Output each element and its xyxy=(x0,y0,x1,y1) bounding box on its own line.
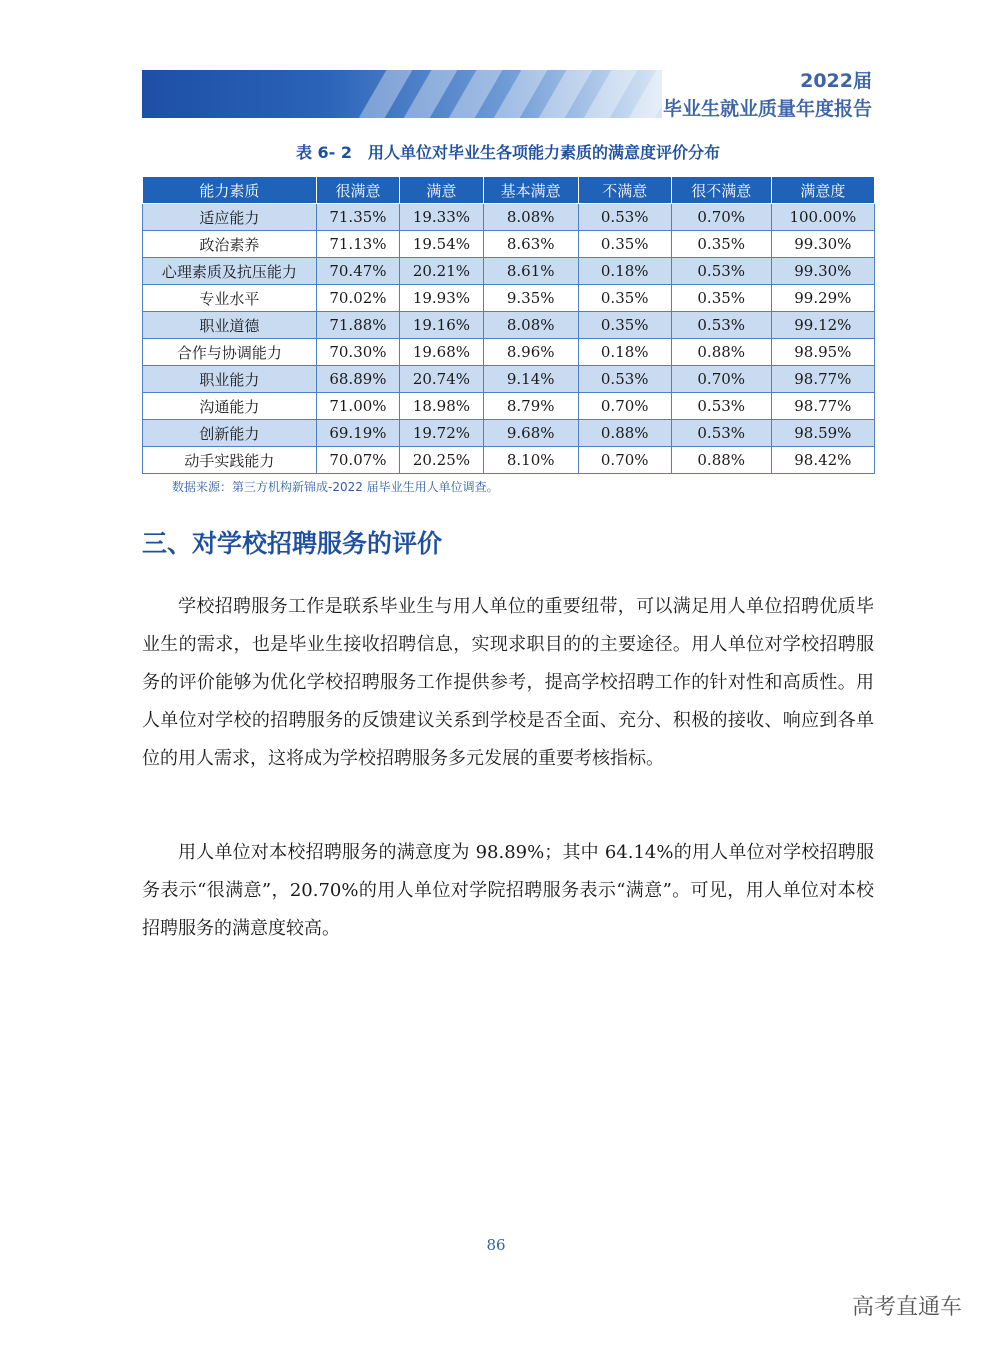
table-cell: 0.88% xyxy=(671,447,771,474)
table-cell: 20.25% xyxy=(400,447,483,474)
table-cell: 合作与协调能力 xyxy=(143,339,317,366)
table-cell: 0.88% xyxy=(671,339,771,366)
table-cell: 70.07% xyxy=(316,447,399,474)
table-row xyxy=(143,339,875,366)
table-row xyxy=(143,258,875,285)
column-header: 很满意 xyxy=(316,177,399,204)
table-row xyxy=(143,420,875,447)
table-cell: 68.89% xyxy=(316,366,399,393)
column-header: 基本满意 xyxy=(483,177,578,204)
table-cell: 职业道德 xyxy=(143,312,317,339)
table-cell: 0.70% xyxy=(578,393,671,420)
table-header-row xyxy=(143,177,875,204)
table-cell: 99.29% xyxy=(771,285,874,312)
table-cell: 0.18% xyxy=(578,339,671,366)
table-cell: 20.21% xyxy=(400,258,483,285)
column-header: 满意度 xyxy=(771,177,874,204)
watermark-text: 高考直通车 xyxy=(851,1295,962,1320)
column-header: 不满意 xyxy=(578,177,671,204)
table-cell: 71.13% xyxy=(316,231,399,258)
table-cell: 20.74% xyxy=(400,366,483,393)
table-cell: 0.70% xyxy=(578,447,671,474)
table-cell: 9.68% xyxy=(483,420,578,447)
table-cell: 98.77% xyxy=(771,366,874,393)
table-cell: 19.72% xyxy=(400,420,483,447)
satisfaction-table xyxy=(142,176,875,474)
table-cell: 8.61% xyxy=(483,258,578,285)
table-cell: 专业水平 xyxy=(143,285,317,312)
table-cell: 8.08% xyxy=(483,312,578,339)
table-caption: 表 6- 2 用人单位对毕业生各项能力素质的满意度评价分布 xyxy=(295,143,721,162)
table-cell: 0.53% xyxy=(671,258,771,285)
table-cell: 9.35% xyxy=(483,285,578,312)
table-cell: 职业能力 xyxy=(143,366,317,393)
table-cell: 100.00% xyxy=(771,204,874,231)
table-cell: 9.14% xyxy=(483,366,578,393)
table-source-note: 数据来源：第三方机构新锦成-2022 届毕业生用人单位调查。 xyxy=(172,480,499,494)
table-cell: 0.35% xyxy=(671,285,771,312)
table-cell: 19.16% xyxy=(400,312,483,339)
table-row xyxy=(143,312,875,339)
table-cell: 18.98% xyxy=(400,393,483,420)
table-cell: 适应能力 xyxy=(143,204,317,231)
table-cell: 0.35% xyxy=(578,231,671,258)
table-cell: 0.70% xyxy=(671,204,771,231)
body-paragraph: 用人单位对本校招聘服务的满意度为 98.89%；其中 64.14%的用人单位对学校招聘服务表示“很满意”，20.70%的用人单位对学院招聘服务表示“满意”。可见，用人单位对本校招聘服务的满意度较高。 xyxy=(142,842,874,939)
table-cell: 0.35% xyxy=(671,231,771,258)
table-cell: 71.88% xyxy=(316,312,399,339)
table-cell: 0.35% xyxy=(578,285,671,312)
table-cell: 8.10% xyxy=(483,447,578,474)
table-cell: 8.79% xyxy=(483,393,578,420)
table-cell: 99.30% xyxy=(771,231,874,258)
table-row xyxy=(143,447,875,474)
table-row xyxy=(143,285,875,312)
table-cell: 心理素质及抗压能力 xyxy=(143,258,317,285)
section-heading: 三、对学校招聘服务的评价 xyxy=(142,529,443,558)
table-row xyxy=(143,231,875,258)
table-row xyxy=(143,393,875,420)
table-cell: 创新能力 xyxy=(143,420,317,447)
table-cell: 8.08% xyxy=(483,204,578,231)
table-cell: 69.19% xyxy=(316,420,399,447)
table-cell: 99.12% xyxy=(771,312,874,339)
table-cell: 19.33% xyxy=(400,204,483,231)
table-cell: 0.53% xyxy=(671,312,771,339)
header-year: 2022届 xyxy=(800,70,872,92)
table-cell: 0.53% xyxy=(671,393,771,420)
header-report-title: 毕业生就业质量年度报告 xyxy=(662,98,872,120)
table-cell: 99.30% xyxy=(771,258,874,285)
table-cell: 8.96% xyxy=(483,339,578,366)
table-cell: 98.77% xyxy=(771,393,874,420)
table-cell: 70.02% xyxy=(316,285,399,312)
table-cell: 71.35% xyxy=(316,204,399,231)
body-paragraph: 学校招聘服务工作是联系毕业生与用人单位的重要纽带，可以满足用人单位招聘优质毕业生的需求，也是毕业生接收招聘信息，实现求职目的的主要途径。用人单位对学校招聘服务的评价能够为优化学校招聘服务工作提供参考，提高学校招聘工作的针对性和高质性。用人单位对学校的招聘服务的反馈建议关系到学校是否全面、充分、积极的接收、响应到各单位的用人需求，这将成为学校招聘服务多元发展的重要考核指标。 xyxy=(142,596,874,769)
column-header: 能力素质 xyxy=(143,177,317,204)
table-cell: 70.30% xyxy=(316,339,399,366)
table-cell: 0.53% xyxy=(578,366,671,393)
table-cell: 0.18% xyxy=(578,258,671,285)
table-cell: 98.95% xyxy=(771,339,874,366)
table-cell: 19.68% xyxy=(400,339,483,366)
table-cell: 19.93% xyxy=(400,285,483,312)
table-row xyxy=(143,204,875,231)
table-cell: 沟通能力 xyxy=(143,393,317,420)
table-cell: 0.88% xyxy=(578,420,671,447)
table-cell: 19.54% xyxy=(400,231,483,258)
column-header: 很不满意 xyxy=(671,177,771,204)
table-cell: 70.47% xyxy=(316,258,399,285)
table-cell: 0.53% xyxy=(578,204,671,231)
table-cell: 政治素养 xyxy=(143,231,317,258)
table-row xyxy=(143,366,875,393)
table-cell: 98.59% xyxy=(771,420,874,447)
table-cell: 0.70% xyxy=(671,366,771,393)
table-cell: 0.53% xyxy=(671,420,771,447)
column-header: 满意 xyxy=(400,177,483,204)
table-cell: 0.35% xyxy=(578,312,671,339)
table-cell: 98.42% xyxy=(771,447,874,474)
page-number: 86 xyxy=(486,1236,506,1254)
table-cell: 动手实践能力 xyxy=(143,447,317,474)
table-cell: 71.00% xyxy=(316,393,399,420)
table-cell: 8.63% xyxy=(483,231,578,258)
